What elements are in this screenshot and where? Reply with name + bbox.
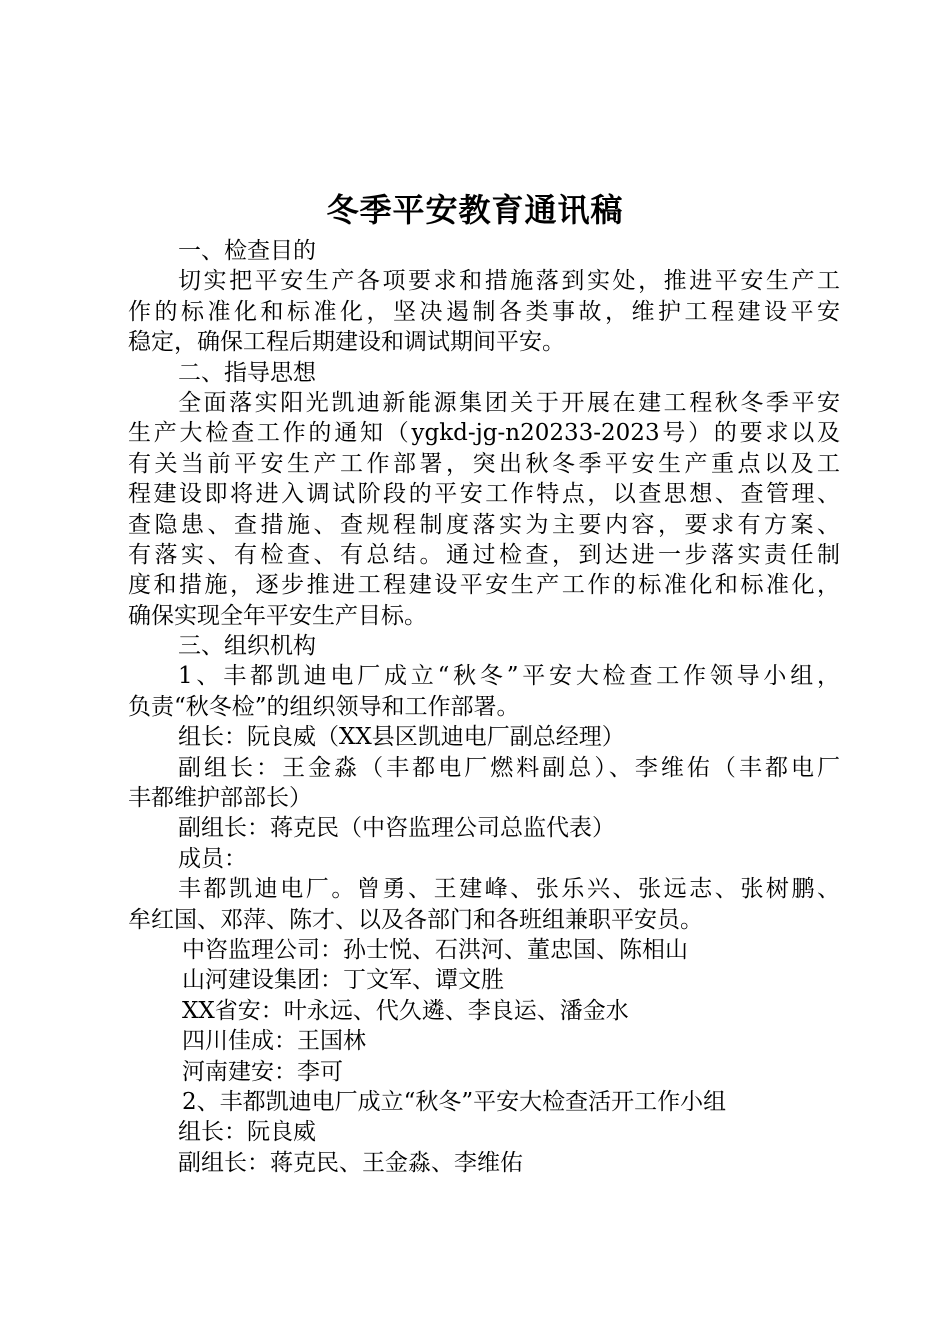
- paragraph-line: 有落实、有检查、有总结。通过检查，到达进一步落实责任制: [128, 541, 840, 568]
- paragraph-line: 作的标准化和标准化，坚决遏制各类事故，维护工程建设平安: [128, 298, 840, 325]
- paragraph-line: 负责“秋冬检”的组织领导和工作部署。: [128, 693, 520, 720]
- section-heading-guiding-thought: 二、指导思想: [178, 359, 316, 386]
- paragraph-line: 全面落实阳光凯迪新能源集团关于开展在建工程秋冬季平安: [178, 389, 840, 416]
- leader-line: 组长：阮良威: [178, 1119, 316, 1146]
- members-line: 中咨监理公司：孙士悦、石洪河、董忠国、陈相山: [182, 936, 688, 963]
- paragraph-line: 程建设即将进入调试阶段的平安工作特点，以查思想、查管理、: [128, 481, 840, 508]
- members-label: 成员：: [178, 845, 247, 872]
- members-line-continued: 牟红国、邓萍、陈才、以及各部门和各班组兼职平安员。: [128, 906, 703, 933]
- section-heading-purpose: 一、检查目的: [178, 238, 316, 264]
- members-line: 四川佳成：王国林: [182, 1028, 366, 1055]
- paragraph-line: 度和措施，逐步推进工程建设平安生产工作的标准化和标准化，: [128, 572, 840, 599]
- paragraph-line: 稳定，确保工程后期建设和调试期间平安。: [128, 329, 565, 356]
- document-body: [128, 236, 840, 1178]
- members-line: 河南建安：李可: [182, 1058, 343, 1085]
- section-heading-organization: 三、组织机构: [178, 633, 316, 660]
- deputy-leader-line-continued: 丰都维护部部长）: [128, 785, 312, 812]
- work-group-line: 2、丰都凯迪电厂成立“秋冬”平安大检查活开工作小组: [182, 1088, 727, 1115]
- deputy-leader-line: 副组长：蒋克民、王金淼、李维佑: [178, 1149, 523, 1176]
- members-line: XX省安：叶永远、代久遴、李良运、潘金水: [182, 997, 629, 1024]
- paragraph-line: 查隐患、查措施、查规程制度落实为主要内容，要求有方案、: [128, 511, 840, 538]
- paragraph-line: 1、丰都凯迪电厂成立“秋冬”平安大检查工作领导小组，: [178, 663, 840, 690]
- members-line: 丰都凯迪电厂。曾勇、王建峰、张乐兴、张远志、张树鹏、: [178, 876, 840, 903]
- document-title: 冬季平安教育通讯稿: [326, 191, 624, 229]
- paragraph-line: 确保实现全年平安生产目标。: [128, 602, 427, 629]
- deputy-leader-line: 副组长：蒋克民（中咨监理公司总监代表）: [178, 815, 615, 842]
- members-line: 山河建设集团：丁文军、谭文胜: [182, 967, 504, 994]
- paragraph-line: 生产大检查工作的通知（ygkd-jg-n20233-2023号）的要求以及: [128, 420, 840, 447]
- deputy-leader-line: 副组长：王金淼（丰都电厂燃料副总）、李维佑（丰都电厂: [178, 754, 840, 781]
- paragraph-line: 有关当前平安生产工作部署，突出秋冬季平安生产重点以及工: [128, 450, 840, 477]
- leader-line: 组长：阮良威（XX县区凯迪电厂副总经理）: [178, 724, 625, 751]
- paragraph-line: 切实把平安生产各项要求和措施落到实处，推进平安生产工: [178, 268, 840, 295]
